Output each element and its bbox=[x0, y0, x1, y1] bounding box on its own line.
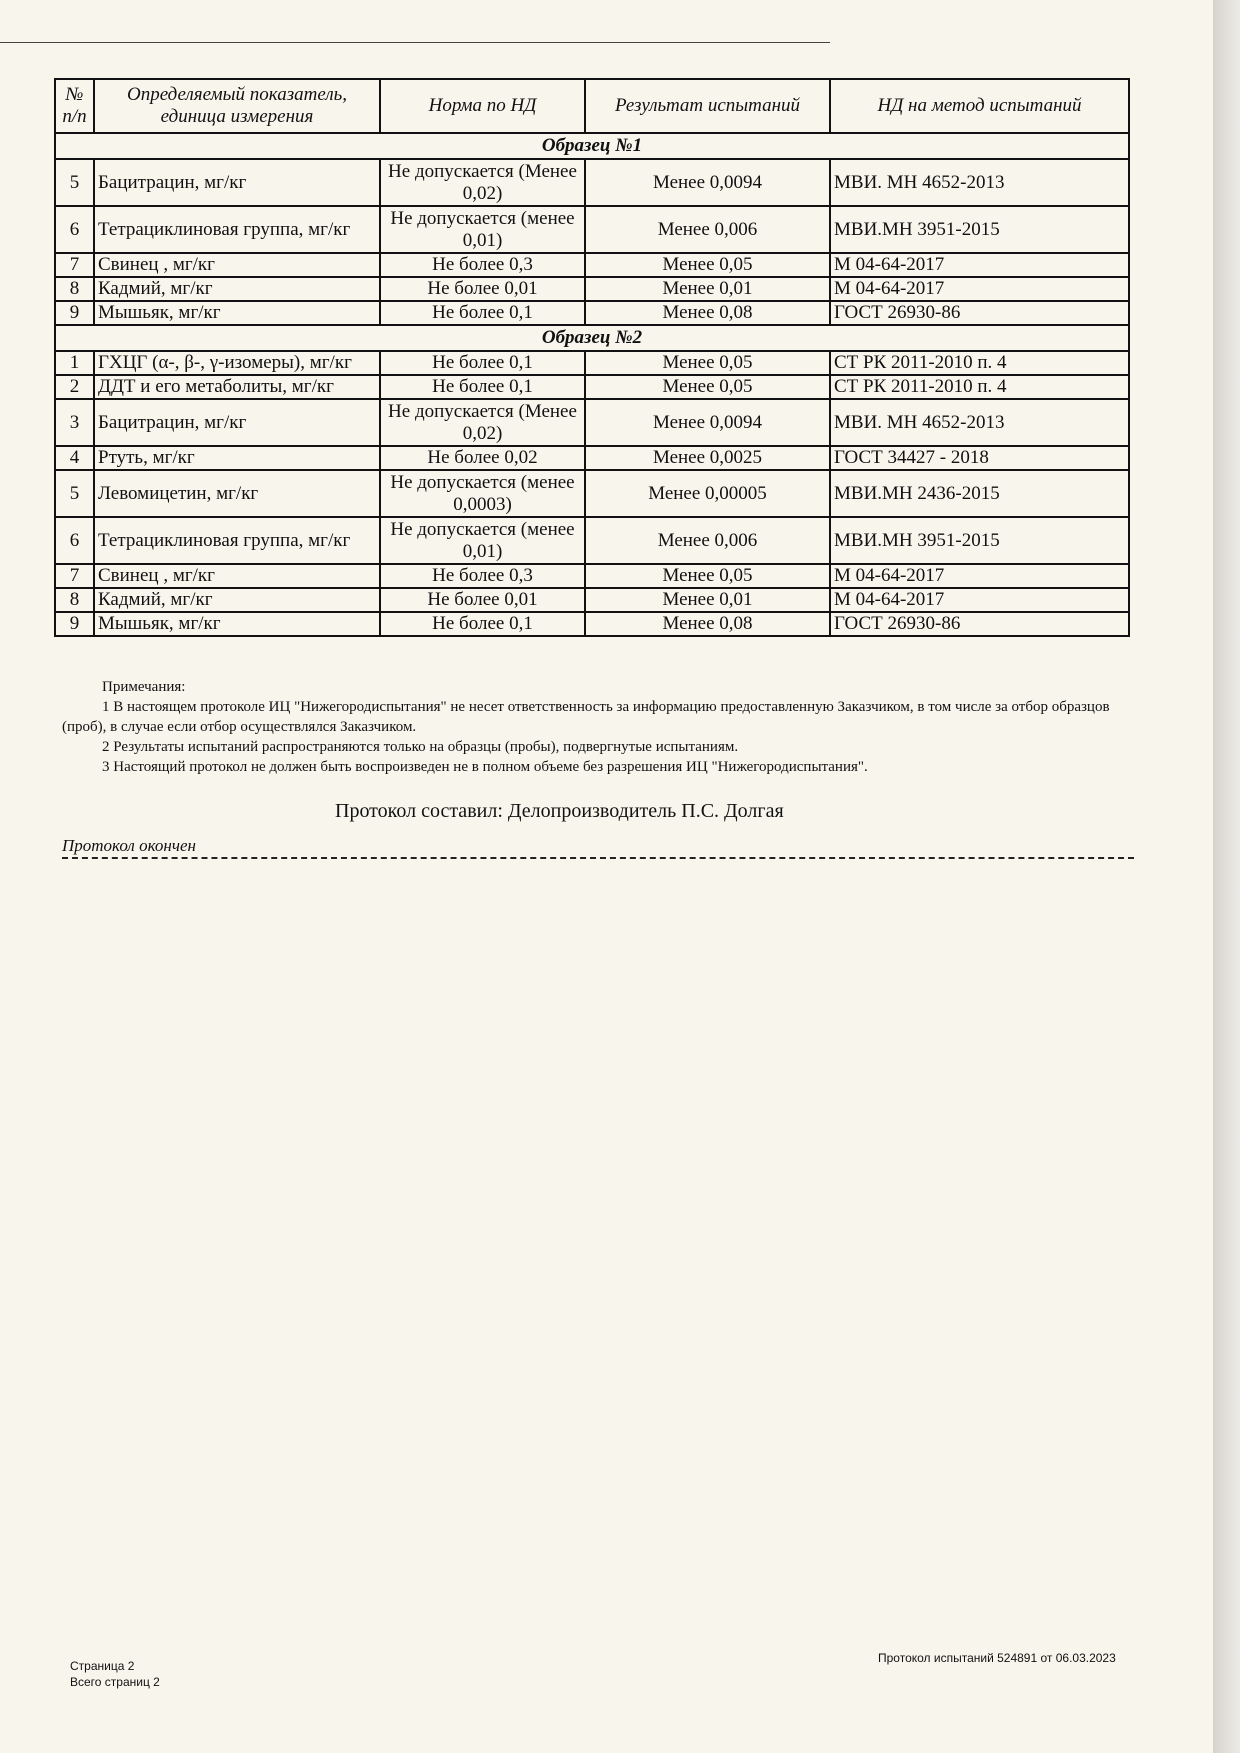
table-row bbox=[55, 564, 1129, 588]
cell-method: МВИ. МН 4652-2013 bbox=[830, 159, 1129, 206]
cell-num: 3 bbox=[55, 399, 94, 446]
table-row bbox=[55, 470, 1129, 517]
cell-result: Менее 0,006 bbox=[585, 517, 830, 564]
cell-norm: Не более 0,01 bbox=[380, 277, 585, 301]
cell-norm: Не допускается (менее 0,01) bbox=[380, 517, 585, 564]
table-row bbox=[55, 399, 1129, 446]
cell-num: 5 bbox=[55, 470, 94, 517]
cell-norm: Не более 0,1 bbox=[380, 375, 585, 399]
notes-title: Примечания: bbox=[102, 679, 186, 695]
cell-result: Менее 0,0094 bbox=[585, 399, 830, 446]
cell-norm: Не допускается (Менее 0,02) bbox=[380, 399, 585, 446]
cell-num: 1 bbox=[55, 351, 94, 375]
table-row bbox=[55, 253, 1129, 277]
cell-result: Менее 0,0025 bbox=[585, 446, 830, 470]
cell-indicator: Кадмий, мг/кг bbox=[94, 277, 380, 301]
cell-method: М 04-64-2017 bbox=[830, 277, 1129, 301]
cell-indicator: Бацитрацин, мг/кг bbox=[94, 399, 380, 446]
cell-indicator: Ртуть, мг/кг bbox=[94, 446, 380, 470]
header-method: НД на метод испытаний bbox=[830, 79, 1129, 133]
cell-num: 9 bbox=[55, 301, 94, 325]
cell-method: ГОСТ 26930-86 bbox=[830, 612, 1129, 636]
table-row bbox=[55, 375, 1129, 399]
cell-result: Менее 0,00005 bbox=[585, 470, 830, 517]
cell-method: МВИ.МН 3951-2015 bbox=[830, 517, 1129, 564]
cell-norm: Не допускается (менее 0,0003) bbox=[380, 470, 585, 517]
protocol-finished: Протокол окончен bbox=[62, 836, 1134, 859]
cell-method: СТ РК 2011-2010 п. 4 bbox=[830, 351, 1129, 375]
header-norm: Норма по НД bbox=[380, 79, 585, 133]
protocol-reference: Протокол испытаний 524891 от 06.03.2023 bbox=[878, 1651, 1116, 1665]
cell-norm: Не допускается (Менее 0,02) bbox=[380, 159, 585, 206]
table-row bbox=[55, 159, 1129, 206]
cell-num: 2 bbox=[55, 375, 94, 399]
cell-norm: Не более 0,3 bbox=[380, 564, 585, 588]
cell-result: Менее 0,05 bbox=[585, 375, 830, 399]
cell-indicator: ГХЦГ (α-, β-, γ-изомеры), мг/кг bbox=[94, 351, 380, 375]
cell-norm: Не более 0,01 bbox=[380, 588, 585, 612]
header-result: Результат испытаний bbox=[585, 79, 830, 133]
results-table bbox=[54, 78, 1130, 637]
footer-left bbox=[70, 1658, 160, 1690]
table-row bbox=[55, 351, 1129, 375]
table-body bbox=[55, 133, 1129, 636]
cell-num: 8 bbox=[55, 277, 94, 301]
cell-num: 4 bbox=[55, 446, 94, 470]
notes bbox=[62, 677, 1132, 777]
top-rule bbox=[0, 42, 830, 43]
cell-num: 7 bbox=[55, 253, 94, 277]
cell-indicator: Кадмий, мг/кг bbox=[94, 588, 380, 612]
cell-method: ГОСТ 34427 - 2018 bbox=[830, 446, 1129, 470]
table-row bbox=[55, 301, 1129, 325]
cell-num: 7 bbox=[55, 564, 94, 588]
cell-result: Менее 0,08 bbox=[585, 612, 830, 636]
section-title: Образец №1 bbox=[55, 133, 1129, 159]
cell-result: Менее 0,0094 bbox=[585, 159, 830, 206]
cell-method: М 04-64-2017 bbox=[830, 253, 1129, 277]
cell-indicator: Мышьяк, мг/кг bbox=[94, 612, 380, 636]
cell-result: Менее 0,01 bbox=[585, 277, 830, 301]
cell-indicator: Бацитрацин, мг/кг bbox=[94, 159, 380, 206]
cell-method: МВИ.МН 2436-2015 bbox=[830, 470, 1129, 517]
cell-indicator: Тетрациклиновая группа, мг/кг bbox=[94, 206, 380, 253]
section-title: Образец №2 bbox=[55, 325, 1129, 351]
section-header-row bbox=[55, 325, 1129, 351]
scan-edge bbox=[1213, 0, 1240, 1753]
cell-norm: Не более 0,1 bbox=[380, 301, 585, 325]
cell-result: Менее 0,01 bbox=[585, 588, 830, 612]
cell-method: СТ РК 2011-2010 п. 4 bbox=[830, 375, 1129, 399]
header-indicator: Определяемый показатель, единица измерения bbox=[94, 79, 380, 133]
section-header-row bbox=[55, 133, 1129, 159]
cell-result: Менее 0,006 bbox=[585, 206, 830, 253]
note-item: 2 Результаты испытаний распространяются только на образцы (пробы), подвергнутые испытаниям. bbox=[102, 739, 739, 755]
cell-result: Менее 0,05 bbox=[585, 564, 830, 588]
cell-norm: Не более 0,1 bbox=[380, 351, 585, 375]
compiled-by: Протокол составил: Делопроизводитель П.С. Долгая bbox=[335, 800, 784, 822]
table-header-row bbox=[55, 79, 1129, 133]
cell-result: Менее 0,05 bbox=[585, 351, 830, 375]
cell-indicator: Левомицетин, мг/кг bbox=[94, 470, 380, 517]
cell-result: Менее 0,05 bbox=[585, 253, 830, 277]
cell-method: МВИ. МН 4652-2013 bbox=[830, 399, 1129, 446]
cell-norm: Не более 0,02 bbox=[380, 446, 585, 470]
cell-num: 5 bbox=[55, 159, 94, 206]
cell-num: 8 bbox=[55, 588, 94, 612]
page-number: Страница 2 bbox=[70, 1659, 135, 1673]
table-row bbox=[55, 206, 1129, 253]
cell-num: 9 bbox=[55, 612, 94, 636]
cell-indicator: Свинец , мг/кг bbox=[94, 564, 380, 588]
table-row bbox=[55, 612, 1129, 636]
cell-method: МВИ.МН 3951-2015 bbox=[830, 206, 1129, 253]
table-row bbox=[55, 277, 1129, 301]
total-pages: Всего страниц 2 bbox=[70, 1675, 160, 1689]
cell-method: М 04-64-2017 bbox=[830, 588, 1129, 612]
header-num: № п/п bbox=[55, 79, 94, 133]
cell-indicator: Тетрациклиновая группа, мг/кг bbox=[94, 517, 380, 564]
cell-result: Менее 0,08 bbox=[585, 301, 830, 325]
note-item: 3 Настоящий протокол не должен быть воспроизведен не в полном объеме без разрешения ИЦ "Нижегородиспытания". bbox=[102, 759, 868, 775]
cell-indicator: ДДТ и его метаболиты, мг/кг bbox=[94, 375, 380, 399]
cell-norm: Не более 0,1 bbox=[380, 612, 585, 636]
cell-method: М 04-64-2017 bbox=[830, 564, 1129, 588]
cell-indicator: Свинец , мг/кг bbox=[94, 253, 380, 277]
cell-norm: Не допускается (менее 0,01) bbox=[380, 206, 585, 253]
cell-norm: Не более 0,3 bbox=[380, 253, 585, 277]
table-row bbox=[55, 446, 1129, 470]
table-row bbox=[55, 517, 1129, 564]
cell-num: 6 bbox=[55, 517, 94, 564]
cell-indicator: Мышьяк, мг/кг bbox=[94, 301, 380, 325]
table-row bbox=[55, 588, 1129, 612]
cell-num: 6 bbox=[55, 206, 94, 253]
cell-method: ГОСТ 26930-86 bbox=[830, 301, 1129, 325]
note-item: 1 В настоящем протоколе ИЦ "Нижегородиспытания" не несет ответственность за информацию предоставленную Заказчиком, в том числе за отбор образцов (проб), в случае если отбор осуществлялся Заказчиком. bbox=[62, 699, 1110, 735]
